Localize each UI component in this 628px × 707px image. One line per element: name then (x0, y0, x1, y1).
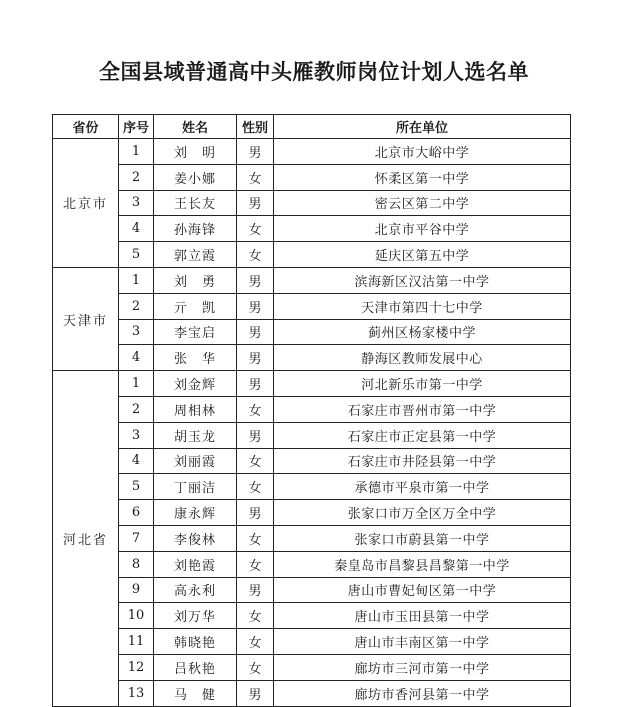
unit-cell: 北京市大峪中学 (274, 139, 571, 165)
seq-cell: 8 (119, 551, 154, 577)
header-name: 姓名 (154, 115, 237, 139)
gender-cell: 女 (237, 603, 274, 629)
name-cell: 马 健 (154, 680, 237, 706)
name-cell: 周相林 (154, 396, 237, 422)
table-row (53, 319, 571, 345)
table-row (53, 500, 571, 526)
province-cell: 天津市 (53, 267, 119, 370)
table-row (53, 448, 571, 474)
seq-cell: 2 (119, 396, 154, 422)
table-row (53, 267, 571, 293)
table-row (53, 164, 571, 190)
seq-cell: 1 (119, 139, 154, 165)
table-row (53, 680, 571, 706)
name-cell: 刘 明 (154, 139, 237, 165)
unit-cell: 蓟州区杨家楼中学 (274, 319, 571, 345)
table-row (53, 603, 571, 629)
seq-cell: 3 (119, 319, 154, 345)
seq-cell: 3 (119, 190, 154, 216)
province-cell: 河北省 (53, 371, 119, 706)
gender-cell: 女 (237, 629, 274, 655)
seq-cell: 3 (119, 422, 154, 448)
table-row (53, 139, 571, 165)
gender-cell: 女 (237, 242, 274, 268)
gender-cell: 男 (237, 345, 274, 371)
table-row (53, 396, 571, 422)
unit-cell: 廊坊市三河市第一中学 (274, 654, 571, 680)
table-row (53, 525, 571, 551)
unit-cell: 河北新乐市第一中学 (274, 371, 571, 397)
gender-cell: 男 (237, 190, 274, 216)
table-header (53, 115, 571, 139)
seq-cell: 4 (119, 448, 154, 474)
unit-cell: 北京市平谷中学 (274, 216, 571, 242)
unit-cell: 怀柔区第一中学 (274, 164, 571, 190)
gender-cell: 女 (237, 654, 274, 680)
seq-cell: 10 (119, 603, 154, 629)
name-cell: 胡玉龙 (154, 422, 237, 448)
name-cell: 张 华 (154, 345, 237, 371)
name-cell: 刘艳霞 (154, 551, 237, 577)
gender-cell: 男 (237, 267, 274, 293)
unit-cell: 秦皇岛市昌黎县昌黎第一中学 (274, 551, 571, 577)
unit-cell: 唐山市曹妃甸区第一中学 (274, 577, 571, 603)
seq-cell: 9 (119, 577, 154, 603)
gender-cell: 女 (237, 216, 274, 242)
unit-cell: 天津市第四十七中学 (274, 293, 571, 319)
seq-cell: 7 (119, 525, 154, 551)
name-cell: 康永辉 (154, 500, 237, 526)
header-gender: 性别 (237, 115, 274, 139)
name-cell: 刘万华 (154, 603, 237, 629)
header-row (53, 115, 571, 139)
unit-cell: 唐山市玉田县第一中学 (274, 603, 571, 629)
gender-cell: 女 (237, 474, 274, 500)
gender-cell: 男 (237, 293, 274, 319)
table-row (53, 371, 571, 397)
gender-cell: 男 (237, 577, 274, 603)
candidate-table (52, 114, 571, 707)
province-cell: 北京市 (53, 139, 119, 268)
name-cell: 李俊林 (154, 525, 237, 551)
seq-cell: 4 (119, 345, 154, 371)
name-cell: 李宝启 (154, 319, 237, 345)
name-cell: 姜小娜 (154, 164, 237, 190)
name-cell: 韩晓艳 (154, 629, 237, 655)
table-row (53, 654, 571, 680)
name-cell: 王长友 (154, 190, 237, 216)
gender-cell: 男 (237, 139, 274, 165)
table-row (53, 293, 571, 319)
unit-cell: 廊坊市香河县第一中学 (274, 680, 571, 706)
gender-cell: 男 (237, 371, 274, 397)
seq-cell: 5 (119, 474, 154, 500)
name-cell: 刘金辉 (154, 371, 237, 397)
table-body (53, 139, 571, 707)
seq-cell: 1 (119, 267, 154, 293)
unit-cell: 唐山市丰南区第一中学 (274, 629, 571, 655)
seq-cell: 2 (119, 293, 154, 319)
name-cell: 孙海锋 (154, 216, 237, 242)
seq-cell: 13 (119, 680, 154, 706)
seq-cell: 4 (119, 216, 154, 242)
unit-cell: 承德市平泉市第一中学 (274, 474, 571, 500)
header-unit: 所在单位 (274, 115, 571, 139)
gender-cell: 男 (237, 319, 274, 345)
unit-cell: 静海区教师发展中心 (274, 345, 571, 371)
gender-cell: 女 (237, 525, 274, 551)
name-cell: 吕秋艳 (154, 654, 237, 680)
table-row (53, 577, 571, 603)
unit-cell: 滨海新区汉沽第一中学 (274, 267, 571, 293)
table-row (53, 629, 571, 655)
unit-cell: 延庆区第五中学 (274, 242, 571, 268)
unit-cell: 密云区第二中学 (274, 190, 571, 216)
name-cell: 亓 凯 (154, 293, 237, 319)
unit-cell: 石家庄市晋州市第一中学 (274, 396, 571, 422)
name-cell: 刘丽霞 (154, 448, 237, 474)
gender-cell: 男 (237, 680, 274, 706)
name-cell: 丁丽洁 (154, 474, 237, 500)
gender-cell: 女 (237, 551, 274, 577)
header-province: 省份 (53, 115, 119, 139)
table-row (53, 422, 571, 448)
name-cell: 高永利 (154, 577, 237, 603)
name-cell: 刘 勇 (154, 267, 237, 293)
table-row (53, 216, 571, 242)
gender-cell: 女 (237, 448, 274, 474)
gender-cell: 男 (237, 422, 274, 448)
table-row (53, 551, 571, 577)
header-seq: 序号 (119, 115, 154, 139)
table-row (53, 190, 571, 216)
seq-cell: 1 (119, 371, 154, 397)
unit-cell: 石家庄市井陉县第一中学 (274, 448, 571, 474)
name-cell: 郭立霞 (154, 242, 237, 268)
unit-cell: 张家口市万全区万全中学 (274, 500, 571, 526)
gender-cell: 女 (237, 164, 274, 190)
table-row (53, 345, 571, 371)
seq-cell: 12 (119, 654, 154, 680)
seq-cell: 11 (119, 629, 154, 655)
table-row (53, 474, 571, 500)
seq-cell: 6 (119, 500, 154, 526)
unit-cell: 石家庄市正定县第一中学 (274, 422, 571, 448)
gender-cell: 女 (237, 396, 274, 422)
table-row (53, 242, 571, 268)
seq-cell: 5 (119, 242, 154, 268)
document-title: 全国县域普通高中头雁教师岗位计划人选名单 (99, 60, 529, 84)
seq-cell: 2 (119, 164, 154, 190)
gender-cell: 男 (237, 500, 274, 526)
unit-cell: 张家口市蔚县第一中学 (274, 525, 571, 551)
